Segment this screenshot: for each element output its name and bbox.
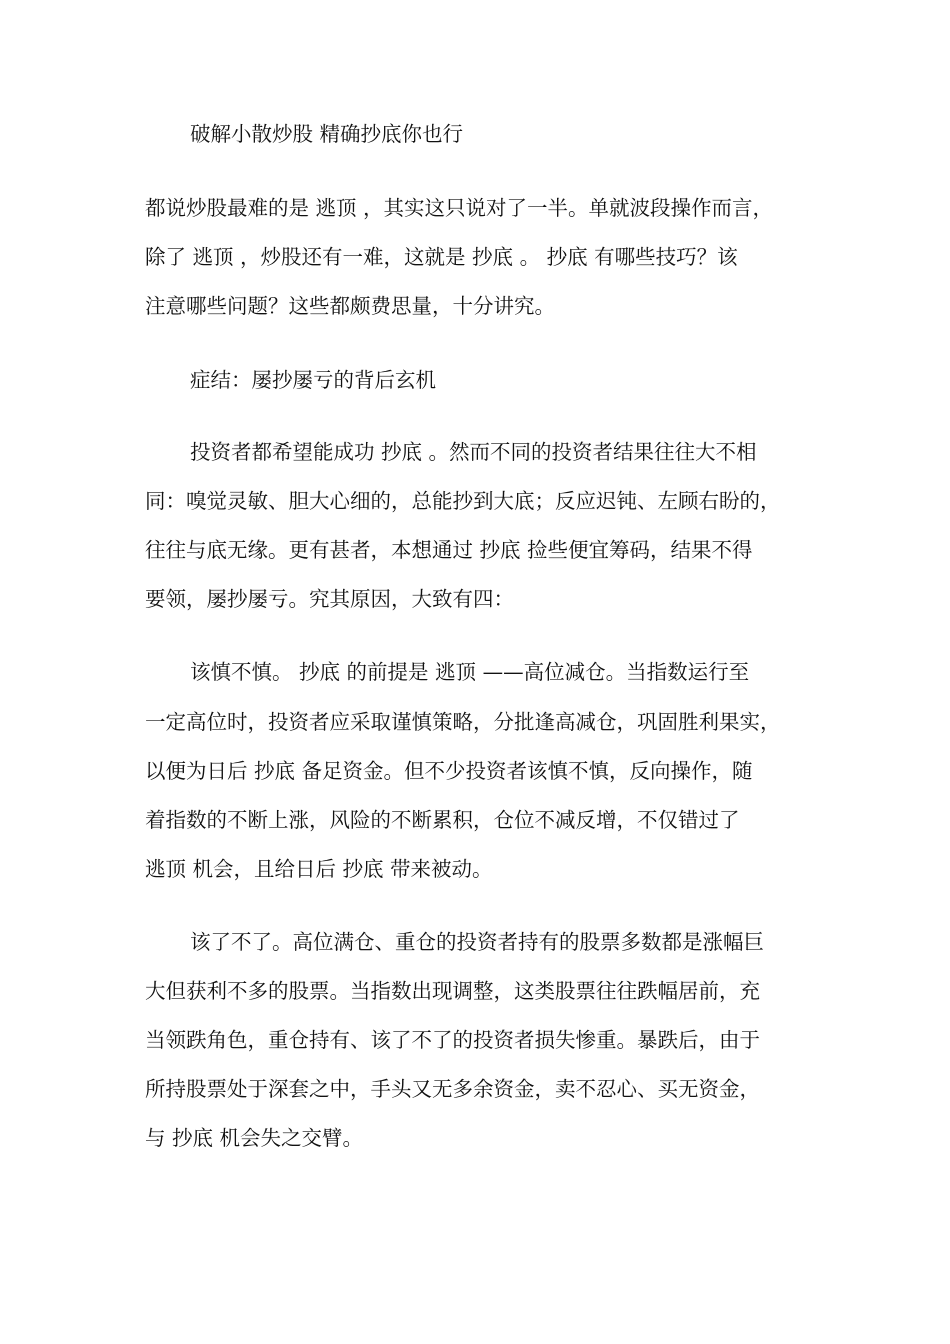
paragraph-3-line-3 (145, 530, 810, 570)
paragraph-1-line-3 (145, 286, 810, 326)
text-line: 大但获利不多的股票。当指数出现调整，这类股票往往跌幅居前，充 (145, 979, 760, 1003)
text-line: 所持股票处于深套之中，手头又无多余资金，卖不忍心、买无资金， (145, 1077, 760, 1101)
paragraph-4-line-1 (190, 652, 810, 692)
paragraph-5-line-3 (145, 1020, 810, 1060)
text-line: 以便为日后 抄底 备足资金。但不少投资者该慎不慎，反向操作，随 (145, 759, 753, 783)
paragraph-5-line-4 (145, 1069, 810, 1109)
text-line: 着指数的不断上涨，风险的不断累积，仓位不减反增，不仅错过了 (145, 808, 740, 832)
paragraph-1-line-1 (145, 188, 810, 228)
text-line: 要领，屡抄屡亏。究其原因，大致有四： (145, 587, 514, 611)
text-line: 往往与底无缘。更有甚者，本想通过 抄底 捡些便宜筹码，结果不得 (145, 538, 753, 562)
text-line: 该慎不慎。 抄底 的前提是 逃顶 ——高位减仓。当指数运行至 (190, 660, 750, 684)
paragraph-5-line-2 (145, 971, 810, 1011)
text-line: 该了不了。高位满仓、重仓的投资者持有的股票多数都是涨幅巨 (190, 930, 764, 954)
text-line: 除了 逃顶 ，炒股还有一难，这就是 抄底 。 抄底 有哪些技巧？该 (145, 245, 738, 269)
paragraph-4-line-2 (145, 702, 810, 742)
document-title-text: 破解小散炒股 精确抄底你也行 (190, 122, 464, 146)
section-heading (190, 360, 810, 400)
section-heading-text: 症结：屡抄屡亏的背后玄机 (190, 368, 436, 392)
paragraph-4-line-4 (145, 800, 810, 840)
paragraph-5-line-1 (190, 922, 810, 962)
text-line: 一定高位时，投资者应采取谨慎策略，分批逢高减仓，巩固胜利果实， (145, 710, 781, 734)
paragraph-4-line-3 (145, 751, 810, 791)
text-line: 当领跌角色，重仓持有、该了不了的投资者损失惨重。暴跌后，由于 (145, 1028, 760, 1052)
text-line: 注意哪些问题？这些都颇费思量，十分讲究。 (145, 294, 555, 318)
text-line: 逃顶 机会，且给日后 抄底 带来被动。 (145, 857, 493, 881)
text-line: 与 抄底 机会失之交臂。 (145, 1126, 364, 1150)
paragraph-3-line-1 (190, 432, 810, 472)
paragraph-3-line-2 (145, 481, 810, 521)
text-line: 都说炒股最难的是 逃顶 ，其实这只说对了一半。单就波段操作而言， (145, 196, 774, 220)
document-title (190, 114, 810, 154)
paragraph-4-line-5 (145, 849, 810, 889)
text-line: 同：嗅觉灵敏、胆大心细的，总能抄到大底；反应迟钝、左顾右盼的， (145, 489, 781, 513)
text-line: 投资者都希望能成功 抄底 。然而不同的投资者结果往往大不相 (190, 440, 757, 464)
paragraph-5-line-5 (145, 1118, 810, 1158)
paragraph-1-line-2 (145, 237, 810, 277)
paragraph-3-line-4 (145, 579, 810, 619)
